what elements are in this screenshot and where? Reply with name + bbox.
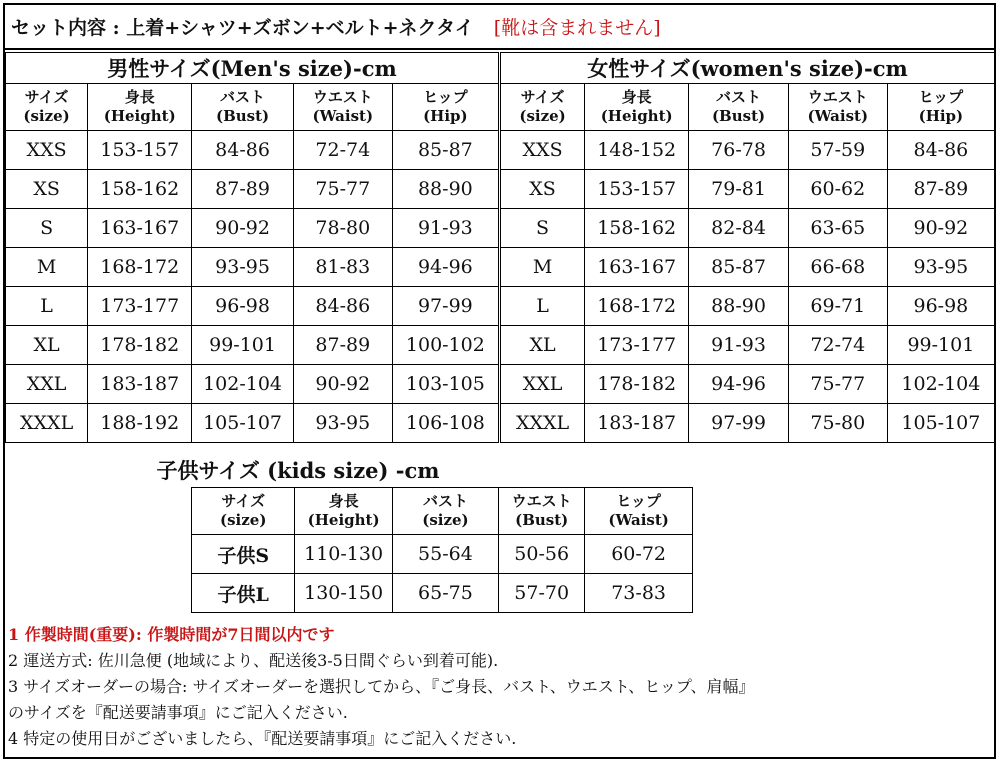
women-cell: 99-101 <box>887 326 994 365</box>
women-cell: 88-90 <box>689 287 789 326</box>
men-cell: 100-102 <box>392 326 498 365</box>
set-contents-line <box>5 5 995 50</box>
set-contents-text: セット内容 : 上着+シャツ+ズボン+ベルト+ネクタイ <box>11 17 474 39</box>
note-production-time: 1 作製時間(重要): 作製時間が7日間以内です <box>8 625 335 644</box>
kids-cell: 130-150 <box>295 574 392 613</box>
women-table-row <box>501 248 995 287</box>
women-cell: 94-96 <box>689 365 789 404</box>
men-cell: 94-96 <box>392 248 498 287</box>
men-cell: XS <box>6 170 88 209</box>
note-shipping-method: 2 運送方式: 佐川急便 (地域により、配送後3-5日間ぐらい到着可能). <box>8 651 499 670</box>
men-cell: 90-92 <box>192 209 294 248</box>
men-cell: 178-182 <box>88 326 192 365</box>
women-table-row <box>501 326 995 365</box>
women-cell: 93-95 <box>887 248 994 287</box>
women-cell: 148-152 <box>585 131 689 170</box>
men-cell: 99-101 <box>192 326 294 365</box>
kids-cell: 子供S <box>192 535 295 574</box>
women-cell: XXXL <box>501 404 585 443</box>
women-cell: 79-81 <box>689 170 789 209</box>
kids-cell: 65-75 <box>392 574 498 613</box>
women-cell: 91-93 <box>689 326 789 365</box>
kids-col-header: 身長 (Height) <box>295 488 392 535</box>
men-size-table <box>5 52 499 443</box>
men-cell: 87-89 <box>192 170 294 209</box>
kids-cell: 110-130 <box>295 535 392 574</box>
men-cell: 105-107 <box>192 404 294 443</box>
men-cell: 188-192 <box>88 404 192 443</box>
men-cell: 163-167 <box>88 209 192 248</box>
women-cell: 96-98 <box>887 287 994 326</box>
men-cell: 102-104 <box>192 365 294 404</box>
women-cell: 66-68 <box>788 248 887 287</box>
men-cell: 72-74 <box>293 131 392 170</box>
women-cell: 76-78 <box>689 131 789 170</box>
kids-col-header: サイズ (size) <box>192 488 295 535</box>
men-cell: 96-98 <box>192 287 294 326</box>
kids-cell: 子供L <box>192 574 295 613</box>
men-cell: 158-162 <box>88 170 192 209</box>
men-cell: 93-95 <box>293 404 392 443</box>
men-col-header: 身長 (Height) <box>88 84 192 131</box>
men-col-header: サイズ (size) <box>6 84 88 131</box>
note-custom-size: 3 サイズオーダーの場合: サイズオーダーを選択してから、『ご身長、バスト、ウエスト、ヒップ、肩幅』 <box>8 677 755 696</box>
women-cell: M <box>501 248 585 287</box>
women-col-header: 身長 (Height) <box>585 84 689 131</box>
men-table-row <box>6 404 499 443</box>
men-table-row <box>6 326 499 365</box>
men-cell: 91-93 <box>392 209 498 248</box>
men-cell: 81-83 <box>293 248 392 287</box>
men-cell: 84-86 <box>293 287 392 326</box>
men-cell: 88-90 <box>392 170 498 209</box>
men-col-header: バスト (Bust) <box>192 84 294 131</box>
women-cell: 178-182 <box>585 365 689 404</box>
women-cell: S <box>501 209 585 248</box>
women-cell: XS <box>501 170 585 209</box>
women-cell: XL <box>501 326 585 365</box>
men-cell: 90-92 <box>293 365 392 404</box>
women-table-row <box>501 170 995 209</box>
women-table-row <box>501 287 995 326</box>
men-cell: 84-86 <box>192 131 294 170</box>
note-specific-date: 4 特定の使用日がございましたら、『配送要請事項』にご記入ください. <box>8 729 517 748</box>
men-cell: 75-77 <box>293 170 392 209</box>
women-cell: 84-86 <box>887 131 994 170</box>
men-col-header: ヒップ (Hip) <box>392 84 498 131</box>
kids-cell: 73-83 <box>585 574 693 613</box>
men-cell: XL <box>6 326 88 365</box>
women-table-title: 女性サイズ(women's size)-cm <box>501 53 995 84</box>
women-table-row <box>501 365 995 404</box>
men-cell: 106-108 <box>392 404 498 443</box>
women-cell: XXL <box>501 365 585 404</box>
kids-cell: 60-72 <box>585 535 693 574</box>
kids-cell: 50-56 <box>499 535 585 574</box>
men-table-title: 男性サイズ(Men's size)-cm <box>6 53 499 84</box>
men-cell: 103-105 <box>392 365 498 404</box>
men-col-header: ウエスト (Waist) <box>293 84 392 131</box>
kids-table-row <box>192 574 693 613</box>
men-cell: M <box>6 248 88 287</box>
women-table-row <box>501 131 995 170</box>
women-col-header: サイズ (size) <box>501 84 585 131</box>
men-table-row <box>6 131 499 170</box>
women-cell: 173-177 <box>585 326 689 365</box>
women-cell: 163-167 <box>585 248 689 287</box>
women-col-header: バスト (Bust) <box>689 84 789 131</box>
kids-col-header: バスト (size) <box>392 488 498 535</box>
kids-table-body <box>192 488 693 613</box>
kids-table-title: 子供サイズ (kids size) -cm <box>156 458 440 483</box>
shoes-not-included-note: [靴は含まれません] <box>493 17 661 39</box>
women-table-row <box>501 209 995 248</box>
kids-size-table <box>191 487 693 613</box>
women-col-header: ヒップ (Hip) <box>887 84 994 131</box>
women-cell: 82-84 <box>689 209 789 248</box>
men-cell: 97-99 <box>392 287 498 326</box>
kids-col-header: ヒップ (Waist) <box>585 488 693 535</box>
women-size-table <box>500 52 995 443</box>
women-cell: 72-74 <box>788 326 887 365</box>
women-cell: 97-99 <box>689 404 789 443</box>
women-cell: 168-172 <box>585 287 689 326</box>
men-table-row <box>6 287 499 326</box>
women-col-header: ウエスト (Waist) <box>788 84 887 131</box>
men-cell: XXL <box>6 365 88 404</box>
men-cell: 153-157 <box>88 131 192 170</box>
men-table-row <box>6 170 499 209</box>
women-cell: 75-80 <box>788 404 887 443</box>
women-cell: 60-62 <box>788 170 887 209</box>
kids-cell: 57-70 <box>499 574 585 613</box>
men-cell: 87-89 <box>293 326 392 365</box>
women-cell: 158-162 <box>585 209 689 248</box>
note-custom-size-cont: のサイズを『配送要請事項』にご記入ください. <box>8 703 348 722</box>
women-cell: 75-77 <box>788 365 887 404</box>
women-cell: 102-104 <box>887 365 994 404</box>
kids-cell: 55-64 <box>392 535 498 574</box>
men-table-row <box>6 248 499 287</box>
women-cell: 183-187 <box>585 404 689 443</box>
women-cell: 90-92 <box>887 209 994 248</box>
women-cell: 85-87 <box>689 248 789 287</box>
men-cell: 183-187 <box>88 365 192 404</box>
kids-table-row <box>192 535 693 574</box>
women-cell: 63-65 <box>788 209 887 248</box>
men-cell: 85-87 <box>392 131 498 170</box>
women-cell: 69-71 <box>788 287 887 326</box>
men-cell: 168-172 <box>88 248 192 287</box>
women-cell: 87-89 <box>887 170 994 209</box>
men-cell: 78-80 <box>293 209 392 248</box>
men-table-row <box>6 365 499 404</box>
men-cell: 93-95 <box>192 248 294 287</box>
men-cell: XXS <box>6 131 88 170</box>
women-cell: XXS <box>501 131 585 170</box>
men-table-row <box>6 209 499 248</box>
men-cell: S <box>6 209 88 248</box>
women-cell: 57-59 <box>788 131 887 170</box>
men-cell: L <box>6 287 88 326</box>
women-table-row <box>501 404 995 443</box>
women-cell: 105-107 <box>887 404 994 443</box>
men-cell: XXXL <box>6 404 88 443</box>
notes-section <box>8 622 993 752</box>
women-cell: 153-157 <box>585 170 689 209</box>
kids-col-header: ウエスト (Bust) <box>499 488 585 535</box>
women-cell: L <box>501 287 585 326</box>
men-cell: 173-177 <box>88 287 192 326</box>
